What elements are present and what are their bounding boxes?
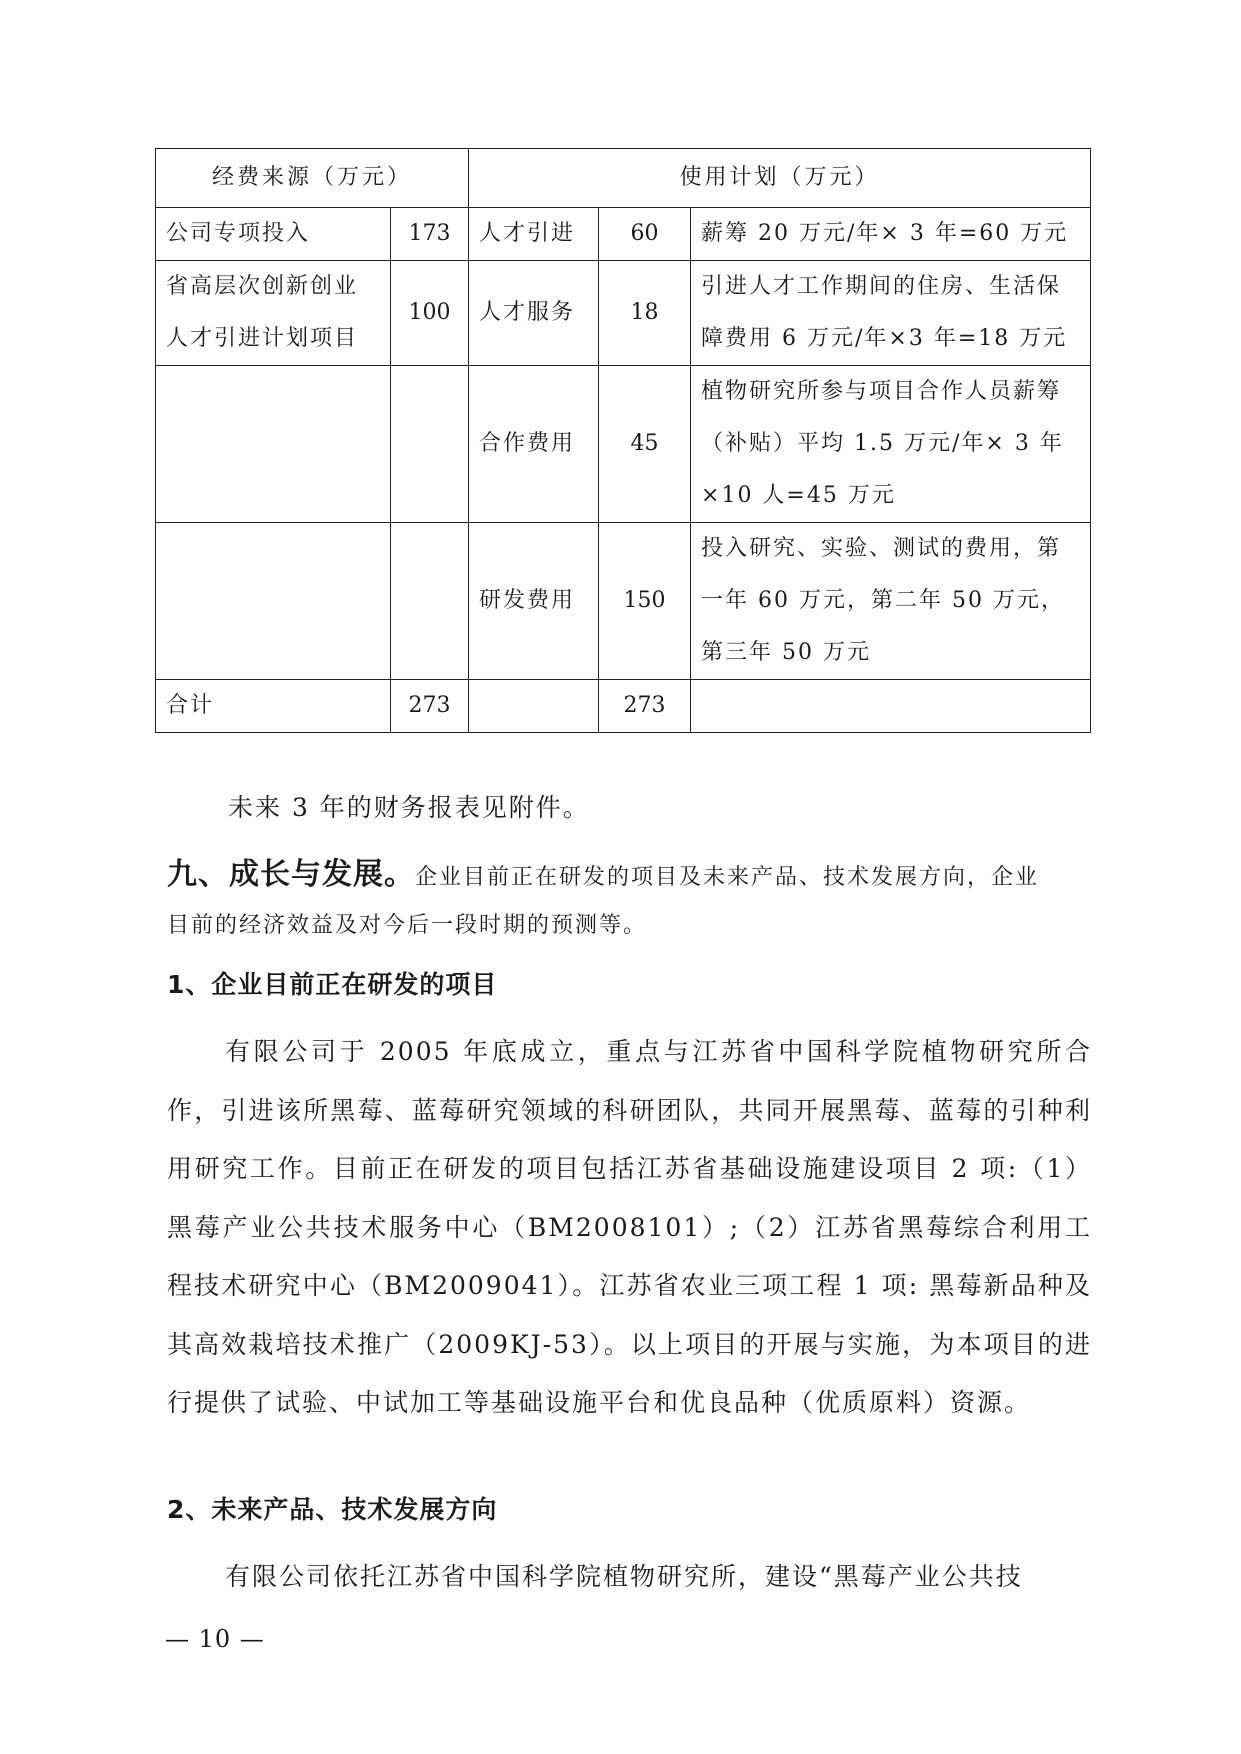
source-amount-cell — [391, 523, 469, 680]
desc-cell: 薪筹 20 万元/年× 3 年=60 万元 — [691, 208, 1091, 261]
section-9-heading: 九、成长与发展。 — [167, 857, 415, 892]
item-cell: 合作费用 — [469, 366, 599, 523]
header-usage-plan: 使用计划（万元） — [469, 149, 1091, 208]
table-row — [156, 366, 1091, 523]
budget-table — [155, 148, 1091, 733]
source-cell: 公司专项投入 — [156, 208, 391, 261]
future-financial-note: 未来 3 年的财务报表见附件。 — [228, 793, 590, 822]
source-amount-cell — [391, 366, 469, 523]
desc-cell: 植物研究所参与项目合作人员薪筹（补贴）平均 1.5 万元/年× 3 年 ×10 人=45 万元 — [691, 366, 1091, 523]
section-9-intro-cont: 目前的经济效益及对今后一段时期的预测等。 — [167, 913, 648, 938]
item-cell — [469, 680, 599, 733]
source-amount-cell: 273 — [391, 680, 469, 733]
subsection-1-heading: 1、企业目前正在研发的项目 — [167, 970, 498, 999]
source-cell — [156, 366, 391, 523]
source-amount-cell: 100 — [391, 261, 469, 366]
subsection-1-body: 有限公司于 2005 年底成立，重点与江苏省中国科学院植物研究所合作，引进该所黑莓、蓝莓研究领域的科研团队，共同开展黑莓、蓝莓的引种利用研究工作。目前正在研发的项目包括江苏省基础设施建设项目 2 项:（1）黑莓产业公共技术服务中心（BM2008101）;（2）江苏省黑莓综合利用工程技术研究中心（BM2009041）。江苏省农业三项工程 1 项: 黑莓新品种及其高效栽培技术推广（2009KJ-53）。以上项目的开展与实施，为本项目的进行提供了试验、中试加工等基础设施平台和优良品种（优质原料）资源。 — [167, 1037, 1092, 1417]
source-cell — [156, 523, 391, 680]
source-amount-cell: 173 — [391, 208, 469, 261]
item-amount-cell: 273 — [599, 680, 691, 733]
item-amount-cell: 150 — [599, 523, 691, 680]
desc-cell: 投入研究、实验、测试的费用，第一年 60 万元，第二年 50 万元，第三年 50 万元 — [691, 523, 1091, 680]
item-cell: 人才引进 — [469, 208, 599, 261]
page-number: — 10 — — [165, 1625, 265, 1653]
table-row — [156, 261, 1091, 366]
item-amount-cell: 45 — [599, 366, 691, 523]
table-row-total — [156, 680, 1091, 733]
table-row — [156, 523, 1091, 680]
source-cell: 合计 — [156, 680, 391, 733]
desc-cell: 引进人才工作期间的住房、生活保障费用 6 万元/年×3 年=18 万元 — [691, 261, 1091, 366]
section-9 — [167, 850, 1092, 903]
item-cell: 研发费用 — [469, 523, 599, 680]
subsection-2-heading: 2、未来产品、技术发展方向 — [167, 1495, 498, 1524]
item-cell: 人才服务 — [469, 261, 599, 366]
section-9-intro: 企业目前正在研发的项目及未来产品、技术发展方向，企业 — [415, 865, 1040, 890]
subsection-2-body: 有限公司依托江苏省中国科学院植物研究所，建设“黑莓产业公共技 — [225, 1562, 1023, 1591]
desc-cell — [691, 680, 1091, 733]
item-amount-cell: 18 — [599, 261, 691, 366]
source-cell: 省高层次创新创业人才引进计划项目 — [156, 261, 391, 366]
table-row — [156, 208, 1091, 261]
item-amount-cell: 60 — [599, 208, 691, 261]
header-funding-source: 经费来源（万元） — [156, 149, 469, 208]
